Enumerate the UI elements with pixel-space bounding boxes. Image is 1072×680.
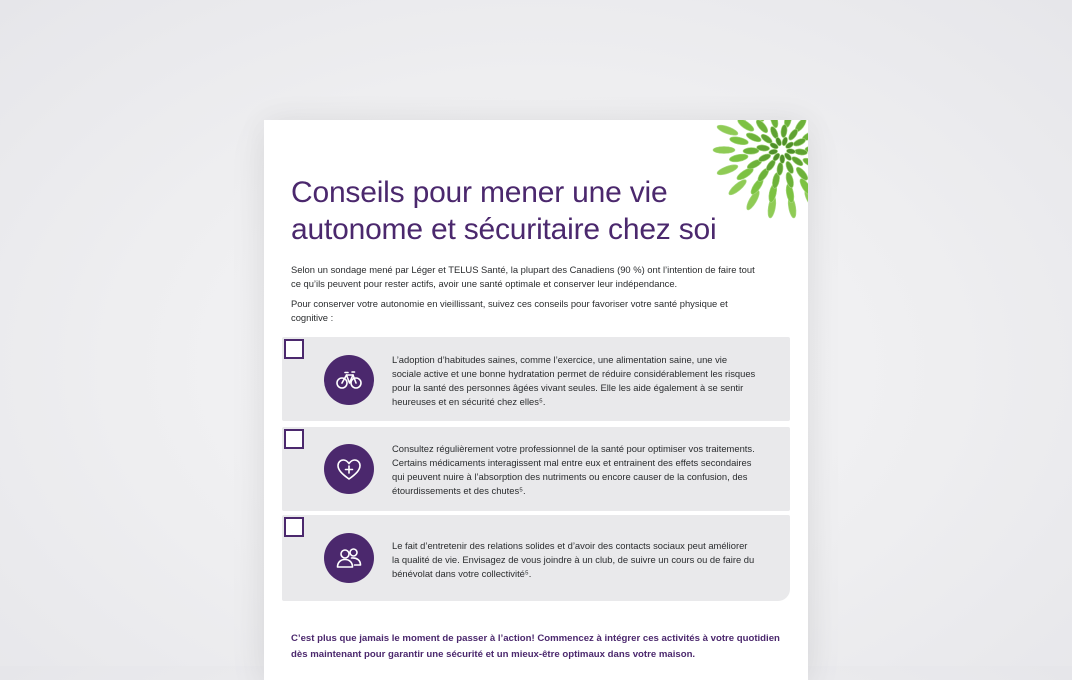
tip-checkbox-1[interactable]: [284, 339, 304, 359]
tip-text-2: Consultez régulièrement votre professionnel de la santé pour optimiser vos traitements. Certains médicaments interagissent mal entre eux et entrainent des effets secondaires qui peuvent nuire à l’absorption des nutriments ou encore causer de la confusion, des étourdissements et des chutes⁵.: [392, 443, 755, 496]
call-to-action: C’est plus que jamais le moment de passer à l’action! Commencez à intégrer ces activités à votre quotidien dès maintenant pour garantir une sécurité et un mieux-être optimaux dans votre maison.: [291, 633, 780, 660]
intro-paragraph-2: Pour conserver votre autonomie en vieillissant, suivez ces conseils pour favoriser votre santé physique et cognitive :: [291, 298, 728, 323]
tip-checkbox-3[interactable]: [284, 517, 304, 537]
flower-petal: [754, 120, 769, 135]
tip-checkbox-2[interactable]: [284, 429, 304, 449]
tip-icon-badge-2: [324, 444, 374, 494]
tip-text-1: L’adoption d’habitudes saines, comme l’exercice, une alimentation saine, une vie sociale active et une bonne hydratation permet de réduire considérablement les risques pour la santé des personnes âgées vivant seules. Elle les aide également à se sentir heureuses et en sécurité chez elles⁵.: [392, 354, 756, 407]
tip-icon-badge-1: [324, 355, 374, 405]
heart-plus-icon: [334, 454, 364, 484]
people-icon: [334, 543, 364, 573]
flower-petal: [780, 124, 787, 138]
flower-petal: [785, 171, 795, 188]
flower-petal: [716, 123, 739, 137]
tip-text-3: Le fait d’entretenir des relations solides et d’avoir des contacts sociaux peut améliorer la qualité de vie. Envisagez de vous joindre à un club, de suivre un cours ou de faire du bénévolat dans votre collectivité⁵.: [392, 540, 755, 579]
flower-petal: [736, 120, 756, 133]
flower-petal: [729, 153, 749, 163]
flower-petal: [776, 162, 783, 176]
flower-petal: [784, 160, 795, 174]
flower-petal: [792, 137, 806, 148]
flower-petal: [729, 135, 749, 146]
document-page: [264, 120, 808, 680]
page-title: Conseils pour mener une vie autonome et sécuritaire chez soi: [291, 176, 717, 246]
flower-petal: [713, 147, 735, 154]
intro-paragraph: Selon un sondage mené par Léger et TELUS Santé, la plupart des Canadiens (90 %) ont l’intention de faire tout ce qu’ils peuvent pour rester actifs, avoir une santé optimale et conserver leur indépendance.: [291, 264, 755, 289]
tip-icon-badge-3: [324, 533, 374, 583]
bicycle-icon: [334, 365, 364, 395]
flower-petal: [780, 154, 785, 163]
